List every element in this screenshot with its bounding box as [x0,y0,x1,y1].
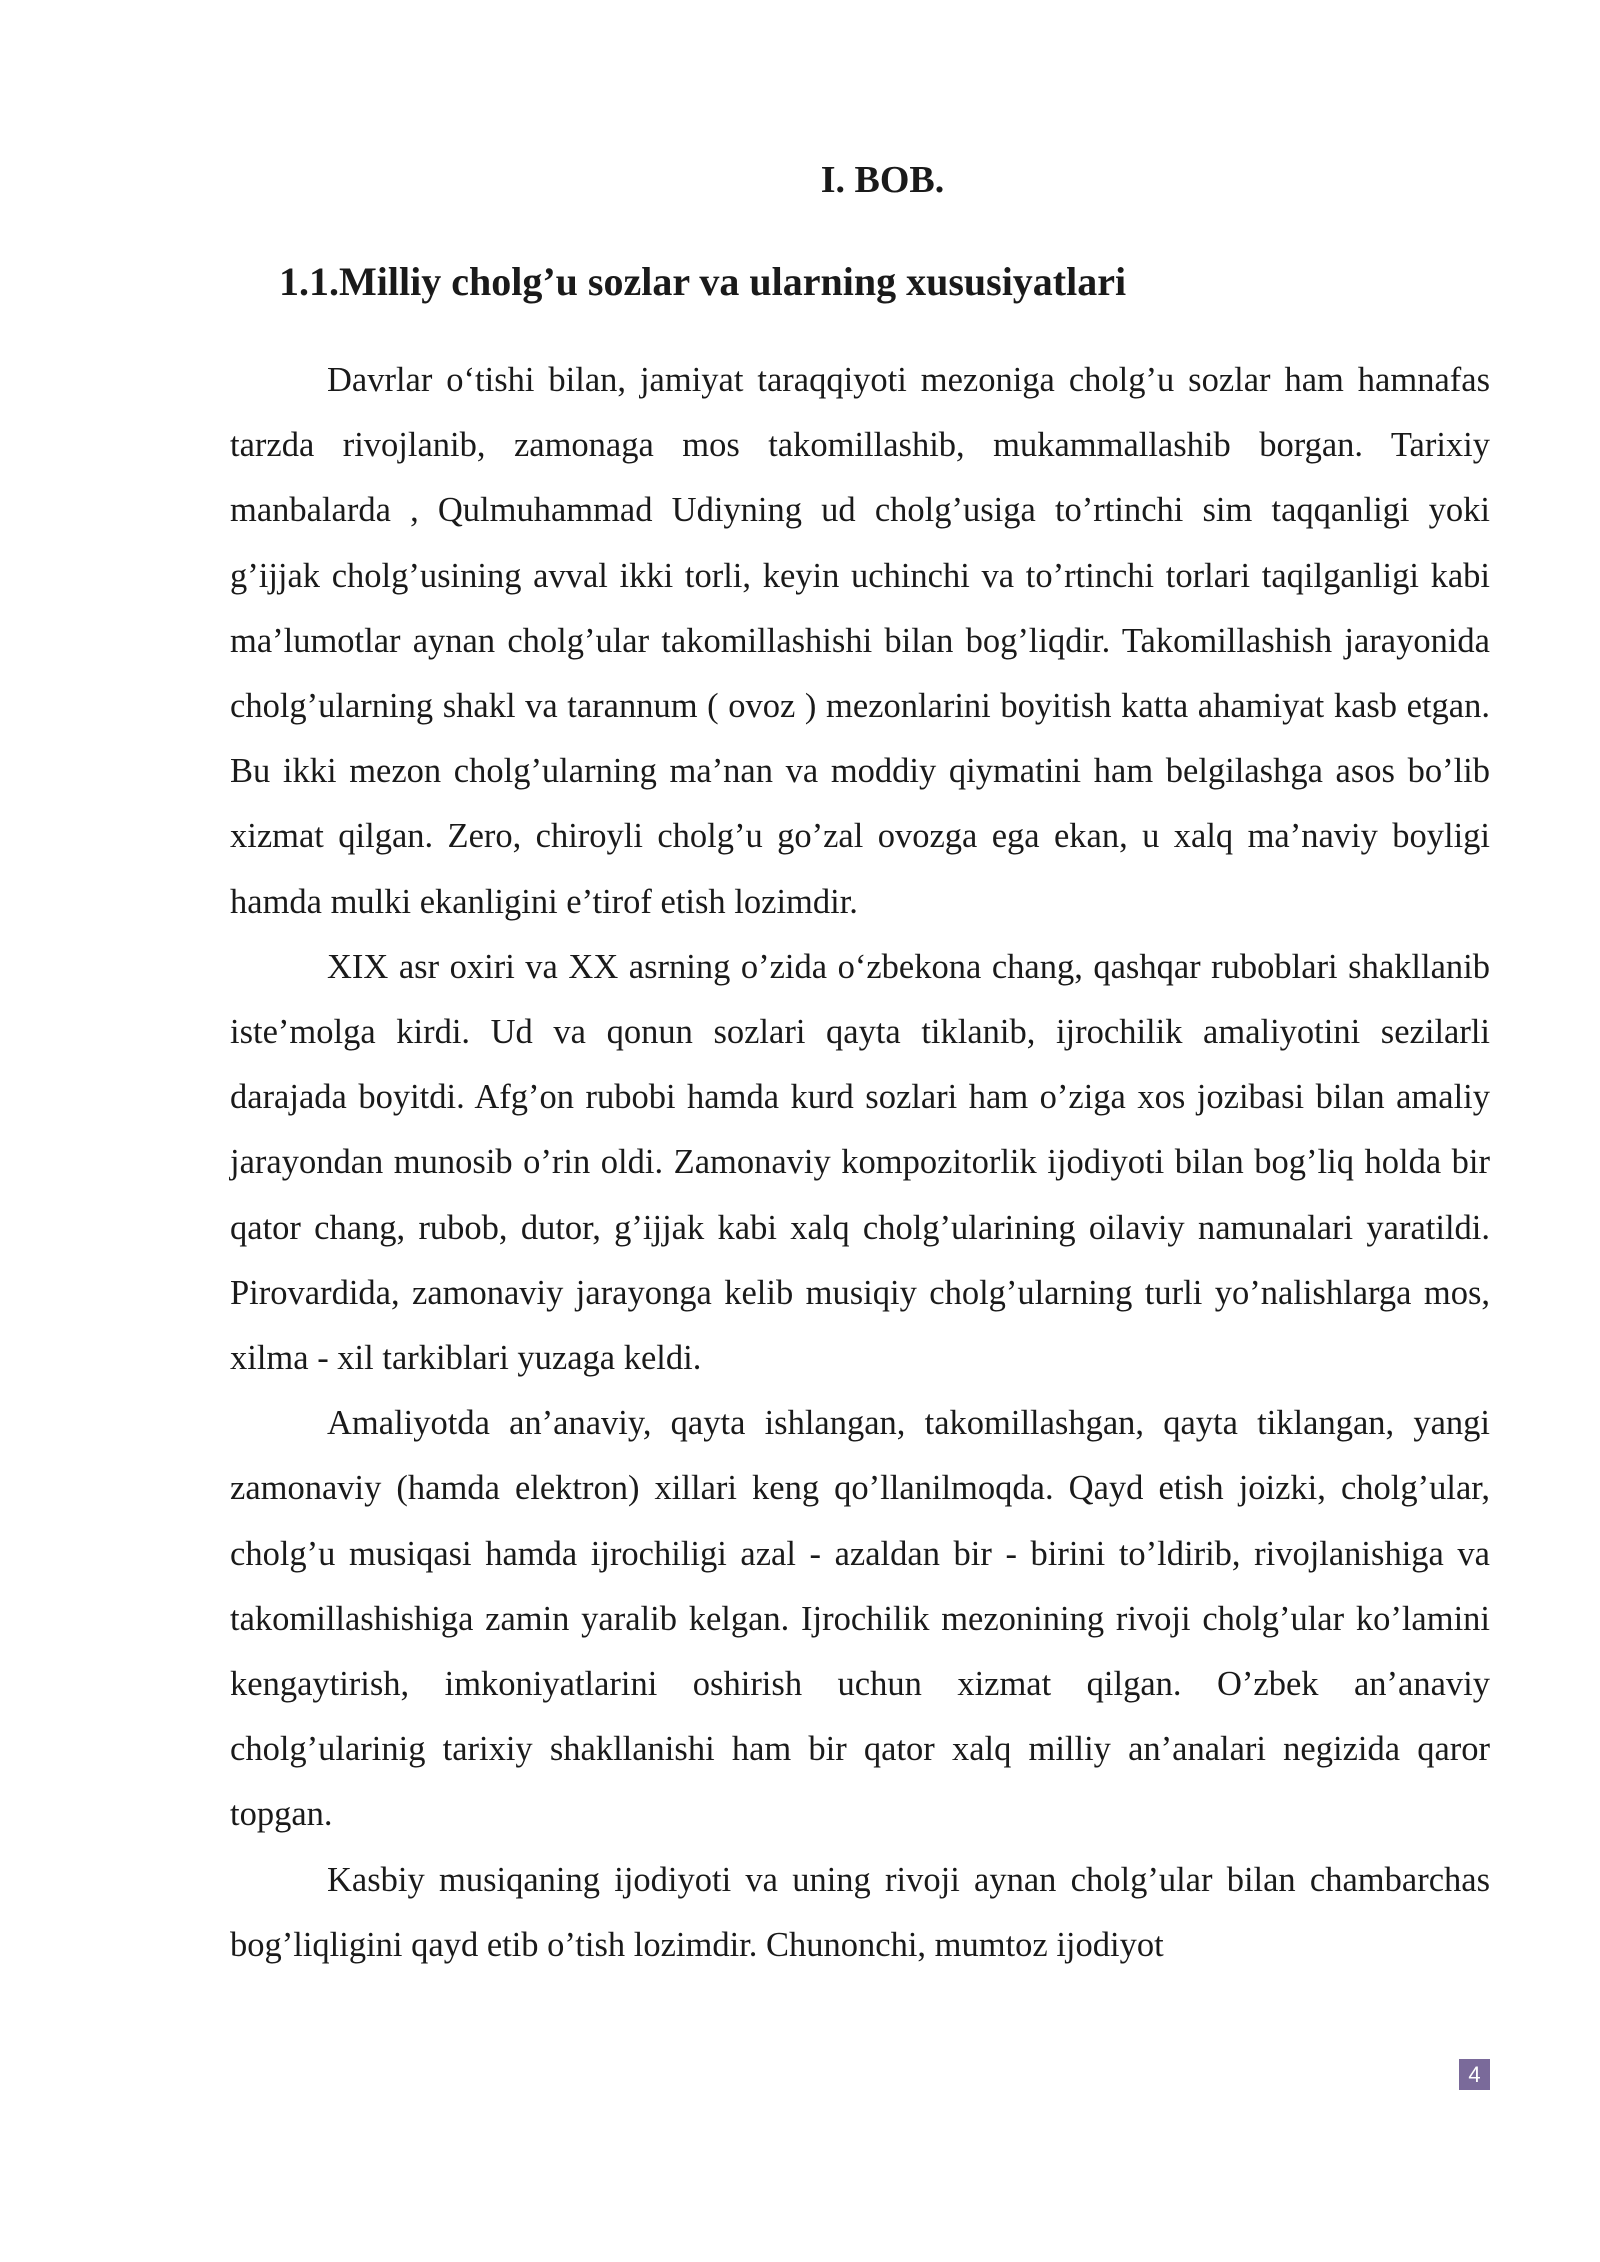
paragraph: Amaliyotda an’anaviy, qayta ishlangan, takomillashgan, qayta tiklangan, yangi zamonaviy (hamda elektron) xillari keng qo’llanilmoqda. Qayd etish joizki, cholg’ular, cholg’u musiqasi hamda ijrochiligi azal - azaldan bir - birini to’ldirib, rivojlanishiga va takomillashishiga zamin yaralib kelgan. Ijrochilik mezonining rivoji cholg’ular ko’lamini kengaytirish, imkoniyatlarini oshirish uchun xizmat qilgan. O’zbek an’anaviy cholg’ularinig tarixiy shakllanishi ham bir qator xalq milliy an’analari negizida qaror topgan. [230,1404,1490,1834]
body-text [230,348,1490,1978]
chapter-title: I. BOB. [820,159,945,201]
paragraph: Davrlar o‘tishi bilan, jamiyat taraqqiyoti mezoniga cholg’u sozlar ham hamnafas tarzda rivojlanib, zamonaga mos takomillashib, mukammallashib borgan. Tarixiy manbalarda , Qulmuhammad Udiyning ud cholg’usiga to’rtinchi sim taqqanligi yoki g’ijjak cholg’usining avval ikki torli, keyin uchinchi va to’rtinchi torlari taqilganligi kabi ma’lumotlar aynan cholg’ular takomillashishi bilan bog’liqdir. Takomillashish jarayonida cholg’ularning shakl va tarannum ( ovoz ) mezonlarini boyitish katta ahamiyat kasb etgan. Bu ikki mezon cholg’ularning ma’nan va moddiy qiymatini ham belgilashga asos bo’lib xizmat qilgan. Zero, chiroyli cholg’u go’zal ovozga ega ekan, u xalq ma’naviy boyligi hamda mulki ekanligini e’tirof etish lozimdir. [230,361,1490,921]
page-number: 4 [1459,2059,1490,2090]
paragraph: Kasbiy musiqaning ijodiyoti va uning rivoji aynan cholg’ular bilan chambarchas bog’liqligini qayd etib o’tish lozimdir. Chunonchi, mumtoz ijodiyot [230,1860,1490,1964]
paragraph: XIX asr oxiri va XX asrning o’zida o‘zbekona chang, qashqar ruboblari shakllanib iste’molga kirdi. Ud va qonun sozlari qayta tiklanib, ijrochilik amaliyotini sezilarli darajada boyitdi. Afg’on rubobi hamda kurd sozlari ham o’ziga xos jozibasi bilan amaliy jarayondan munosib o’rin oldi. Zamonaviy kompozitorlik ijodiyoti bilan bog’liq holda bir qator chang, rubob, dutor, g’ijjak kabi xalq cholg’ularining oilaviy namunalari yaratildi. Pirovardida, zamonaviy jarayonga kelib musiqiy cholg’ularning turli yo’nalishlarga mos, xilma - xil tarkiblari yuzaga keldi. [230,947,1490,1378]
section-title: 1.1.Milliy cholg’u sozlar va ularning xususiyatlari [279,259,1127,304]
